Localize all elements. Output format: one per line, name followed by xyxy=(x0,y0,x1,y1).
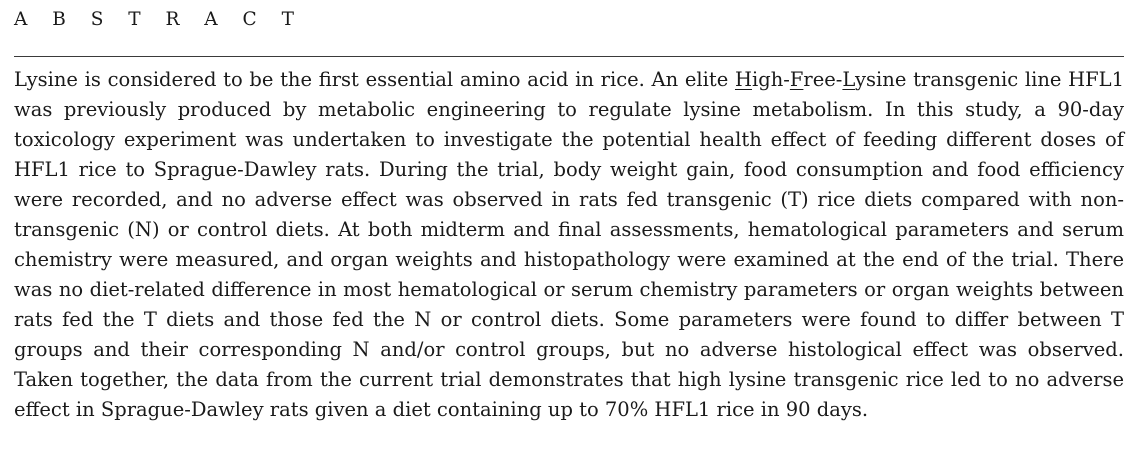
abstract-paragraph xyxy=(14,65,1124,425)
abstract-section xyxy=(14,0,1124,425)
acronym-letter-h: H xyxy=(734,68,752,91)
acronym-word-igh: igh- xyxy=(752,68,790,91)
abstract-heading: A B S T R A C T xyxy=(14,9,304,30)
acronym-word-ree: ree- xyxy=(803,68,843,91)
abstract-text-intro: Lysine is considered to be the first essential amino acid in rice. An elite xyxy=(14,68,735,91)
acronym-letter-f: F xyxy=(789,68,804,91)
section-divider xyxy=(14,56,1124,57)
acronym-letter-l: L xyxy=(842,68,856,91)
abstract-text-body: ysine transgenic line HFL1 was previously produced by metabolic engineering to regulate lysine metabolism. In this study, a 90-day toxicology experiment was undertaken to investigate the potential health effect of feeding different doses of HFL1 rice to Sprague-Dawley rats. During the trial, body weight gain, food consumption and food efficiency were recorded, and no adverse effect was observed in rats fed transgenic (T) rice diets compared with non-transgenic (N) or control diets. At both midterm and final assessments, hematological parameters and serum chemistry were measured, and organ weights and histopathology were examined at the end of the trial. There was no diet-related difference in most hematological or serum chemistry parameters or organ weights between rats fed the T diets and those fed the N or control diets. Some parameters were found to differ between T groups and their corresponding N and/or control groups, but no adverse histological effect was observed. Taken together, the data from the current trial demonstrates that high lysine transgenic rice led to no adverse effect in Sprague-Dawley rats given a diet containing up to 70% HFL1 rice in 90 days. xyxy=(14,68,1124,421)
